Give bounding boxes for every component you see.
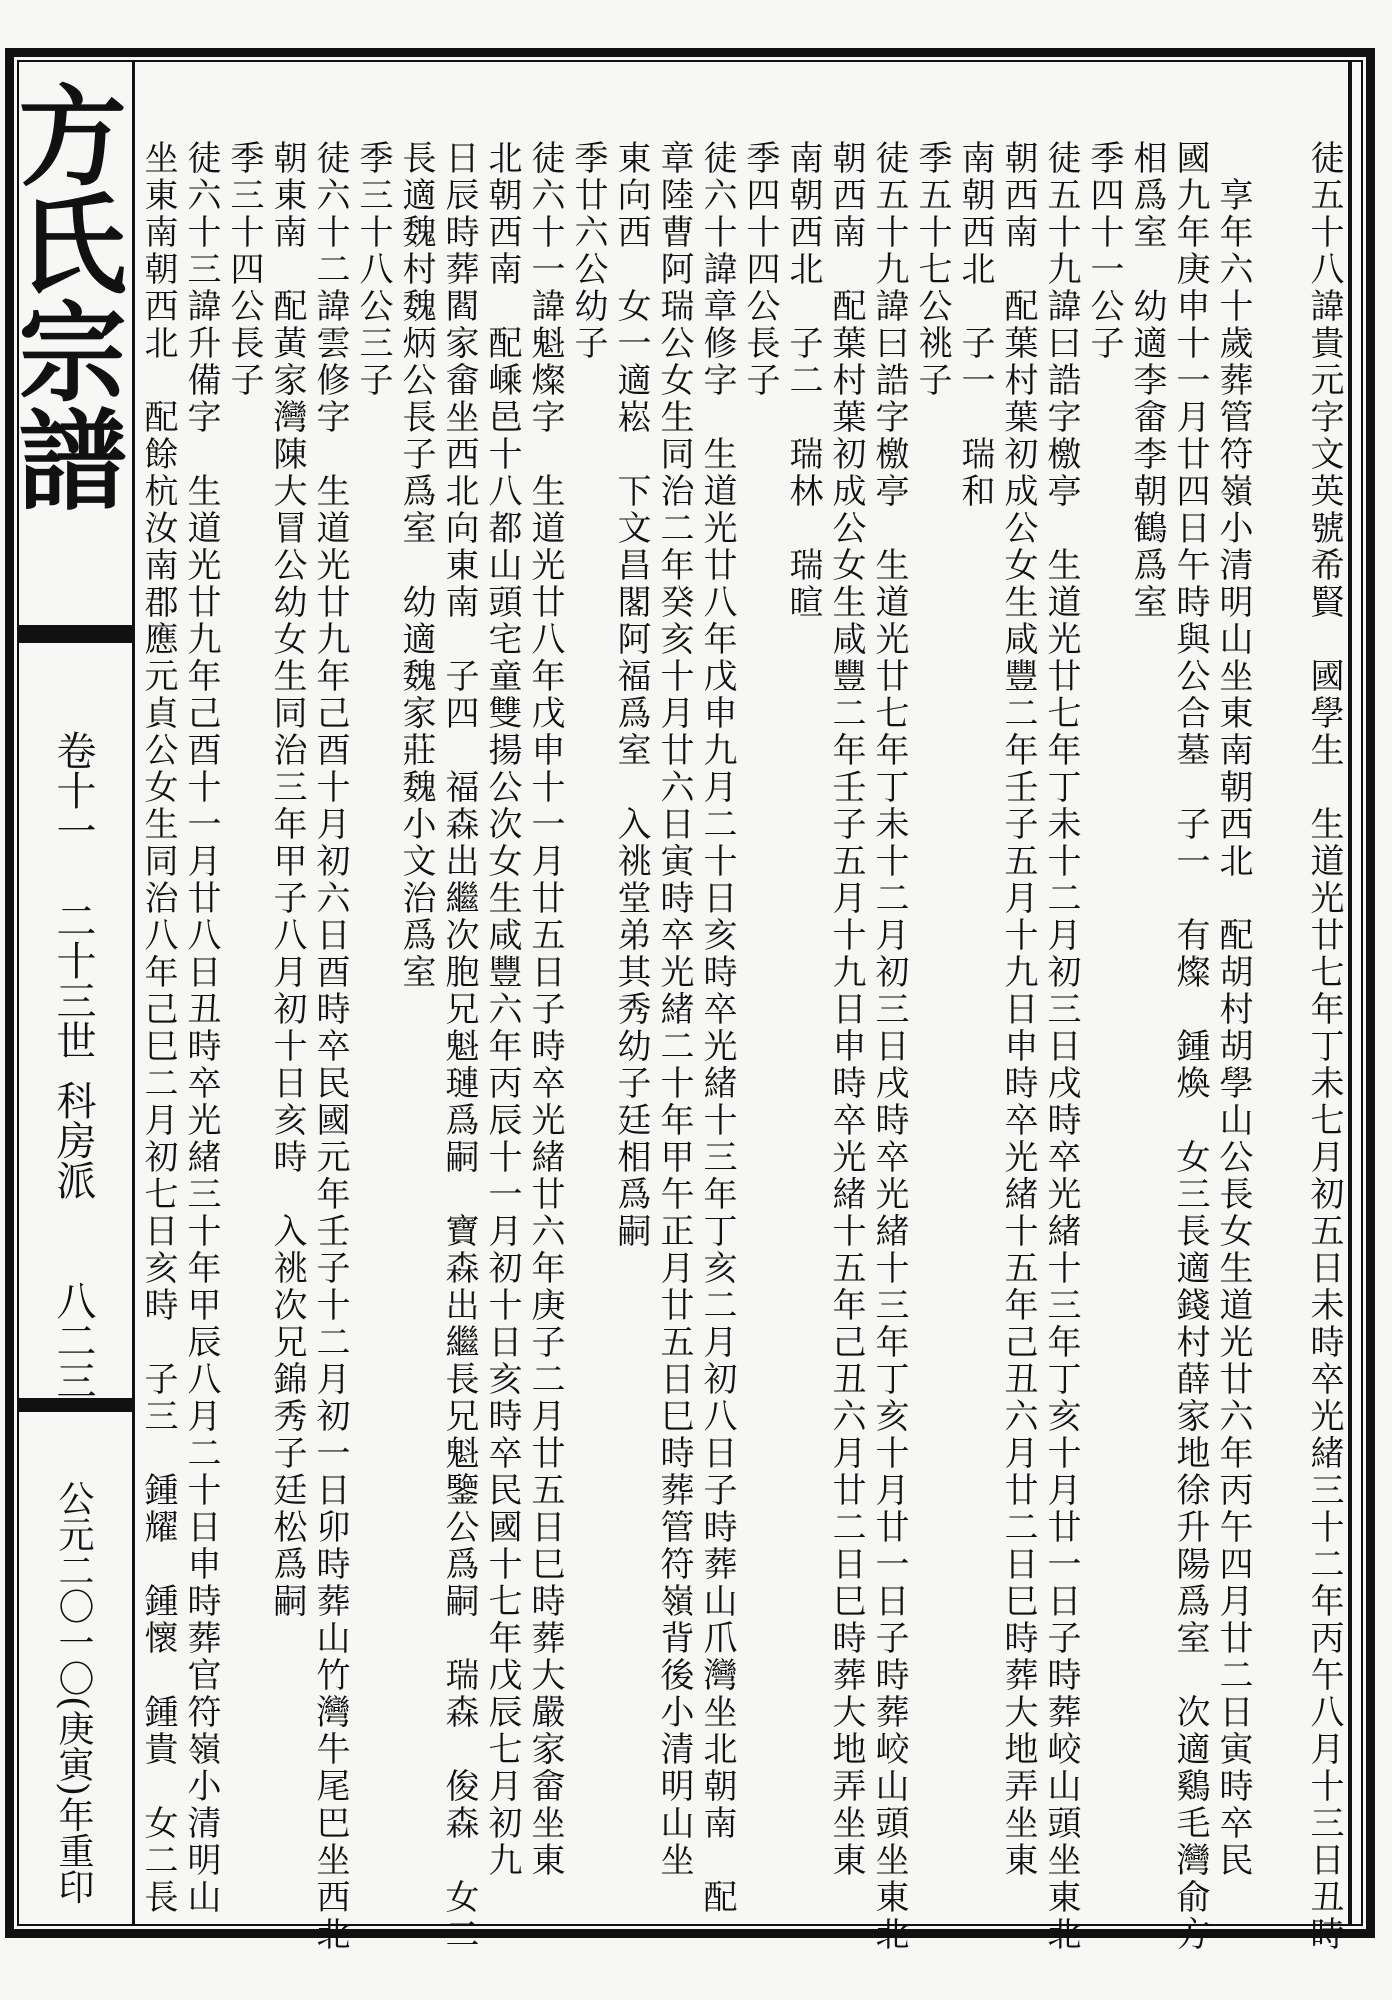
book-title: 方氏宗譜 <box>0 80 126 512</box>
text-column: 國九年庚申十一月廿四日午時與公合墓 子一 有燦 鍾煥 女三長適錢村薛家地徐升陽爲室 次適鷄毛灣俞方 <box>1170 140 1210 1953</box>
text-column: 季三十四公長子 <box>224 140 264 399</box>
reprint-note: 公元二〇一〇(庚寅)年重印 <box>53 1480 94 1905</box>
text-column: 南朝西北 子一 瑞和 <box>955 140 995 510</box>
text-column: 坐東南朝西北 配餘杭汝南郡應元貞公女生同治八年己巳二月初七日亥時 子三 鍾耀 鍾懷 鍾貴 女二長 <box>138 140 178 1916</box>
text-column: 章陸曹阿瑞公女生同治二年癸亥十月廿六日寅時卒光緒二十年甲午正月廿五日巳時葬管符嶺背後小清明山坐 <box>654 140 694 1879</box>
text-column: 北朝西南 配嵊邑十八都山頭宅童雙揚公次女生咸豐六年丙辰十一月初十日亥時卒民國十七年戊辰七月初九 <box>482 140 522 1879</box>
text-column: 徒五十九諱曰誥字檄亭 生道光廿七年丁未十二月初三日戌時卒光緒十三年丁亥十月廿一日子時葬峧山頭坐東北 <box>1041 140 1081 1953</box>
text-column: 季四十一公子 <box>1084 140 1124 362</box>
text-column: 季廿六公幼子 <box>568 140 608 362</box>
genealogy-text <box>138 140 1345 1953</box>
text-column: 南朝西北 子二 瑞林 瑞暄 <box>783 140 823 621</box>
branch-label: 科房派 <box>50 1080 96 1200</box>
text-column: 朝西南 配葉村葉初成公女生咸豐二年壬子五月十九日申時卒光緒十五年己丑六月廿二日巳時葬大地弄坐東 <box>998 140 1038 1879</box>
margin-band <box>17 625 135 643</box>
text-column: 徒六十一諱魁燦字 生道光廿八年戊申十一月廿五日子時卒光緒廿六年庚子二月廿五日巳時葬大嚴家畲坐東 <box>525 140 565 1879</box>
text-column: 季三十八公三子 <box>353 140 393 399</box>
text-column: 徒六十三諱升備字 生道光廿九年己酉十一月廿八日丑時卒光緒三十年甲辰八月二十日申時葬官符嶺小清明山 <box>181 140 221 1916</box>
text-column: 日辰時葬閻家畲坐西北向東南 子四 福森出繼次胞兄魁璉爲嗣 寶森出繼長兄魁鑒公爲嗣 瑞森 俊森 女二 <box>439 140 479 1953</box>
right-rule <box>1348 60 1352 1926</box>
text-column: 享年六十歲葬管符嶺小清明山坐東南朝西北 配胡村胡學山公長女生道光廿六年丙午四月廿二日寅時卒民 <box>1213 140 1253 1879</box>
text-column: 季五十七公祧子 <box>912 140 952 399</box>
text-column: 徒六十二諱雲修字 生道光廿九年己酉十月初六日酉時卒民國元年壬子十二月初一日卯時葬山竹灣牛尾巴坐西北 <box>310 140 350 1953</box>
text-column: 長適魏村魏炳公長子爲室 幼適魏家莊魏小文治爲室 <box>396 140 436 991</box>
margin-band <box>17 1398 135 1412</box>
generation-label: 二十三世 <box>50 900 96 1060</box>
text-column: 朝東南 配黃家灣陳大冒公幼女生同治三年甲子八月初十日亥時 入祧次兄錦秀子廷松爲嗣 <box>267 140 307 1620</box>
text-column: 東向西 女一適崧 下文昌閣阿福爲室 入祧堂弟其秀幼子廷相爲嗣 <box>611 140 651 1250</box>
text-column: 季四十四公長子 <box>740 140 780 399</box>
text-column: 相爲室 幼適李畲李朝鶴爲室 <box>1127 140 1167 621</box>
text-column: 徒五十八諱貴元字文英號希賢 國學生 生道光廿七年丁未七月初五日未時卒光緒三十二年丙午八月十三日丑時 <box>1304 140 1344 1953</box>
volume-label: 卷十一 <box>50 730 96 850</box>
text-column: 徒六十諱章修字 生道光廿八年戊申九月二十日亥時卒光緒十三年丁亥二月初八日子時葬山爪灣坐北朝南 配 <box>697 140 737 1916</box>
text-column: 徒五十九諱曰誥字檄亭 生道光廿七年丁未十二月初三日戌時卒光緒十三年丁亥十月廿一日子時葬峧山頭坐東北 <box>869 140 909 1953</box>
text-column: 朝西南 配葉村葉初成公女生咸豐二年壬子五月十九日申時卒光緒十五年己丑六月廿二日巳時葬大地弄坐東 <box>826 140 866 1879</box>
page-number: 八二三 <box>50 1280 96 1400</box>
